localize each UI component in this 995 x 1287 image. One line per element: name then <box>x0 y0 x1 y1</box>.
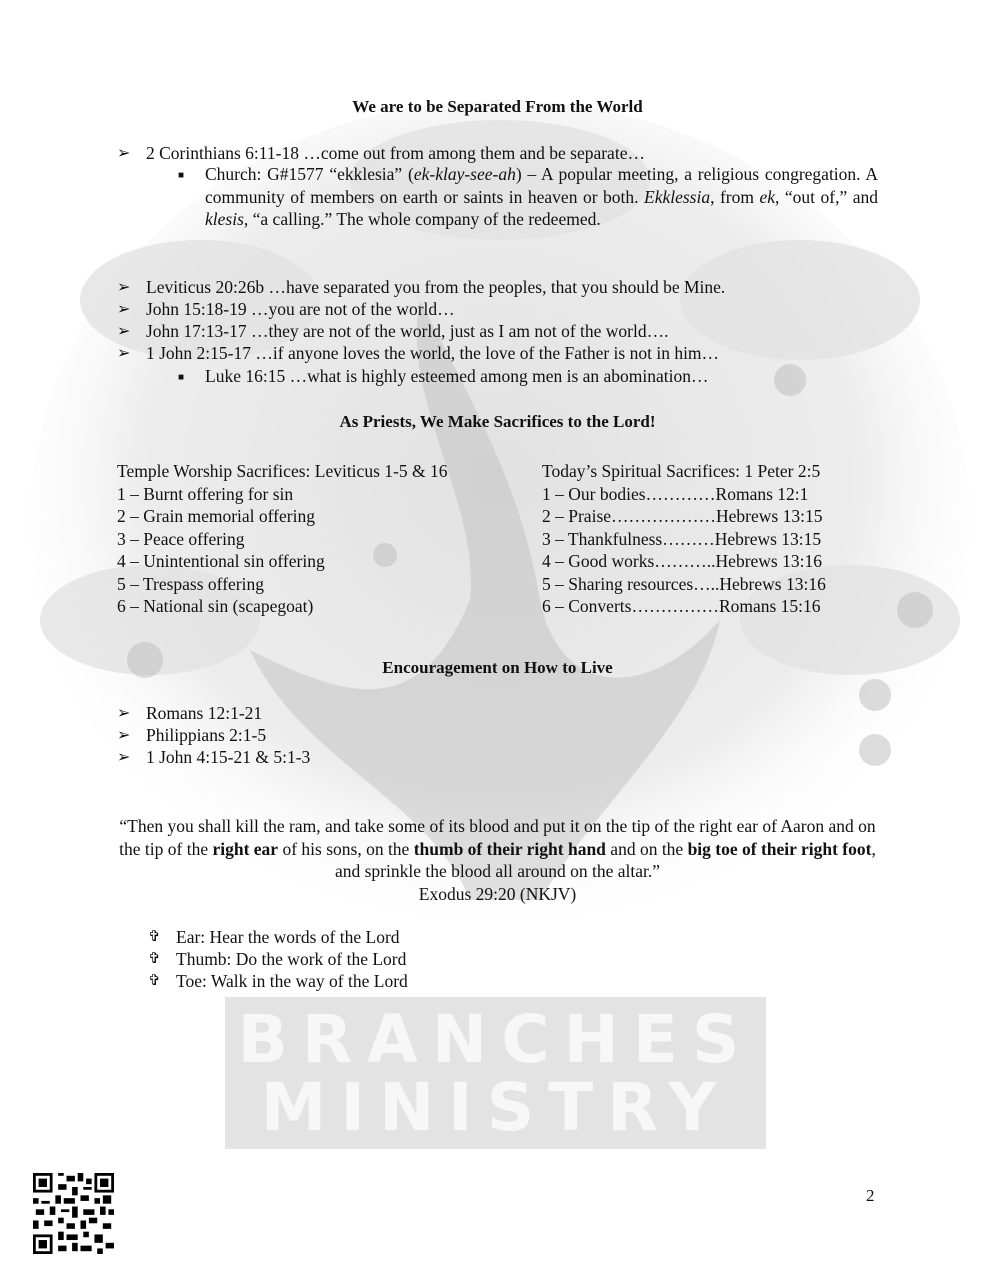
list-item: 1 John 2:15-17 …if anyone loves the world, the love of the Father is not in him… <box>146 343 720 363</box>
arrow-bullet-icon: ➢ <box>117 279 131 296</box>
application-item: Ear: Hear the words of the Lord <box>176 927 400 947</box>
column-row: 5 – Sharing resources…..Hebrews 13:16 <box>542 573 826 594</box>
cross-icon: ✞ <box>148 951 161 967</box>
list-item: 2 Corinthians 6:11-18 …come out from among them and be separate… <box>146 143 645 163</box>
quote-reference: Exodus 29:20 (NKJV) <box>418 883 577 904</box>
column-row: Today’s Spiritual Sacrifices: 1 Peter 2:5 <box>542 461 821 481</box>
arrow-bullet-icon: ➢ <box>117 145 131 162</box>
column-row: 4 – Unintentional sin offering <box>117 551 325 571</box>
arrow-bullet-icon: ➢ <box>117 345 131 362</box>
column-row: 1 – Our bodies…………Romans 12:1 <box>542 483 809 504</box>
arrow-bullet-icon: ➢ <box>117 727 131 744</box>
page-number: 2 <box>866 1186 875 1205</box>
square-bullet-icon: ■ <box>178 170 185 181</box>
arrow-bullet-icon: ➢ <box>117 749 131 766</box>
section-heading-encouragement: Encouragement on How to Live <box>382 658 613 677</box>
column-row: 5 – Trespass offering <box>117 573 264 594</box>
column-row: 4 – Good works………..Hebrews 13:16 <box>542 551 822 571</box>
column-row: 3 – Thankfulness………Hebrews 13:15 <box>542 528 822 549</box>
list-item: John 15:18-19 …you are not of the world… <box>146 299 455 319</box>
column-row: 2 – Grain memorial offering <box>117 506 315 526</box>
section-heading-sacrifices: As Priests, We Make Sacrifices to the Lord! <box>339 412 656 431</box>
application-item: Toe: Walk in the way of the Lord <box>176 971 408 991</box>
column-row: 6 – Converts……………Romans 15:16 <box>542 596 821 616</box>
cross-icon: ✞ <box>148 929 161 945</box>
arrow-bullet-icon: ➢ <box>117 301 131 318</box>
branches-ministry-logo <box>225 997 766 1149</box>
arrow-bullet-icon: ➢ <box>117 705 131 722</box>
column-row: 6 – National sin (scapegoat) <box>117 596 314 616</box>
list-item: John 17:13-17 …they are not of the world, just as I am not of the world…. <box>146 321 669 341</box>
temple-sacrifices-column <box>117 460 447 618</box>
square-bullet-icon: ■ <box>178 372 185 383</box>
logo-line-1: BRANCHES <box>237 1001 754 1078</box>
column-row: 3 – Peace offering <box>117 528 245 549</box>
application-item: Thumb: Do the work of the Lord <box>176 949 407 969</box>
scripture-quote: “Then you shall kill the ram, and take some of its blood and put it on the tip of the right ear of Aaron and on the tip of the right ear of his sons, on the thumb of their right hand and on the big toe of their right foot, and sprinkle the blood all around on the altar.” Exodus 29:20 (NKJV) <box>119 816 876 904</box>
ekklesia-definition: Church: G#1577 “ekklesia” (ek-klay-see-ah) – A popular meeting, a religious congregation. A community of members on earth or saints in heaven or both. Ekklessia, from ek, “out of,” and klesis, “a calling.” The whole company of the redeemed. <box>205 164 879 229</box>
column-row: Temple Worship Sacrifices: Leviticus 1-5 & 16 <box>117 461 448 481</box>
list-item: Romans 12:1-21 <box>146 703 263 723</box>
list-item: 1 John 4:15-21 & 5:1-3 <box>146 747 311 767</box>
list-item: Leviticus 20:26b …have separated you from the peoples, that you should be Mine. <box>146 277 726 297</box>
list-subitem: Luke 16:15 …what is highly esteemed among men is an abomination… <box>205 366 709 386</box>
cross-icon: ✞ <box>148 973 161 989</box>
spiritual-sacrifices-column <box>542 460 826 618</box>
column-row: 1 – Burnt offering for sin <box>117 483 294 504</box>
column-row: 2 – Praise………………Hebrews 13:15 <box>542 506 823 526</box>
qr-code-icon[interactable] <box>33 1173 114 1254</box>
arrow-bullet-icon: ➢ <box>117 323 131 340</box>
logo-line-2: MINISTRY <box>260 1069 731 1146</box>
section-heading-separated: We are to be Separated From the World <box>352 97 643 116</box>
list-item: Philippians 2:1-5 <box>146 725 267 745</box>
